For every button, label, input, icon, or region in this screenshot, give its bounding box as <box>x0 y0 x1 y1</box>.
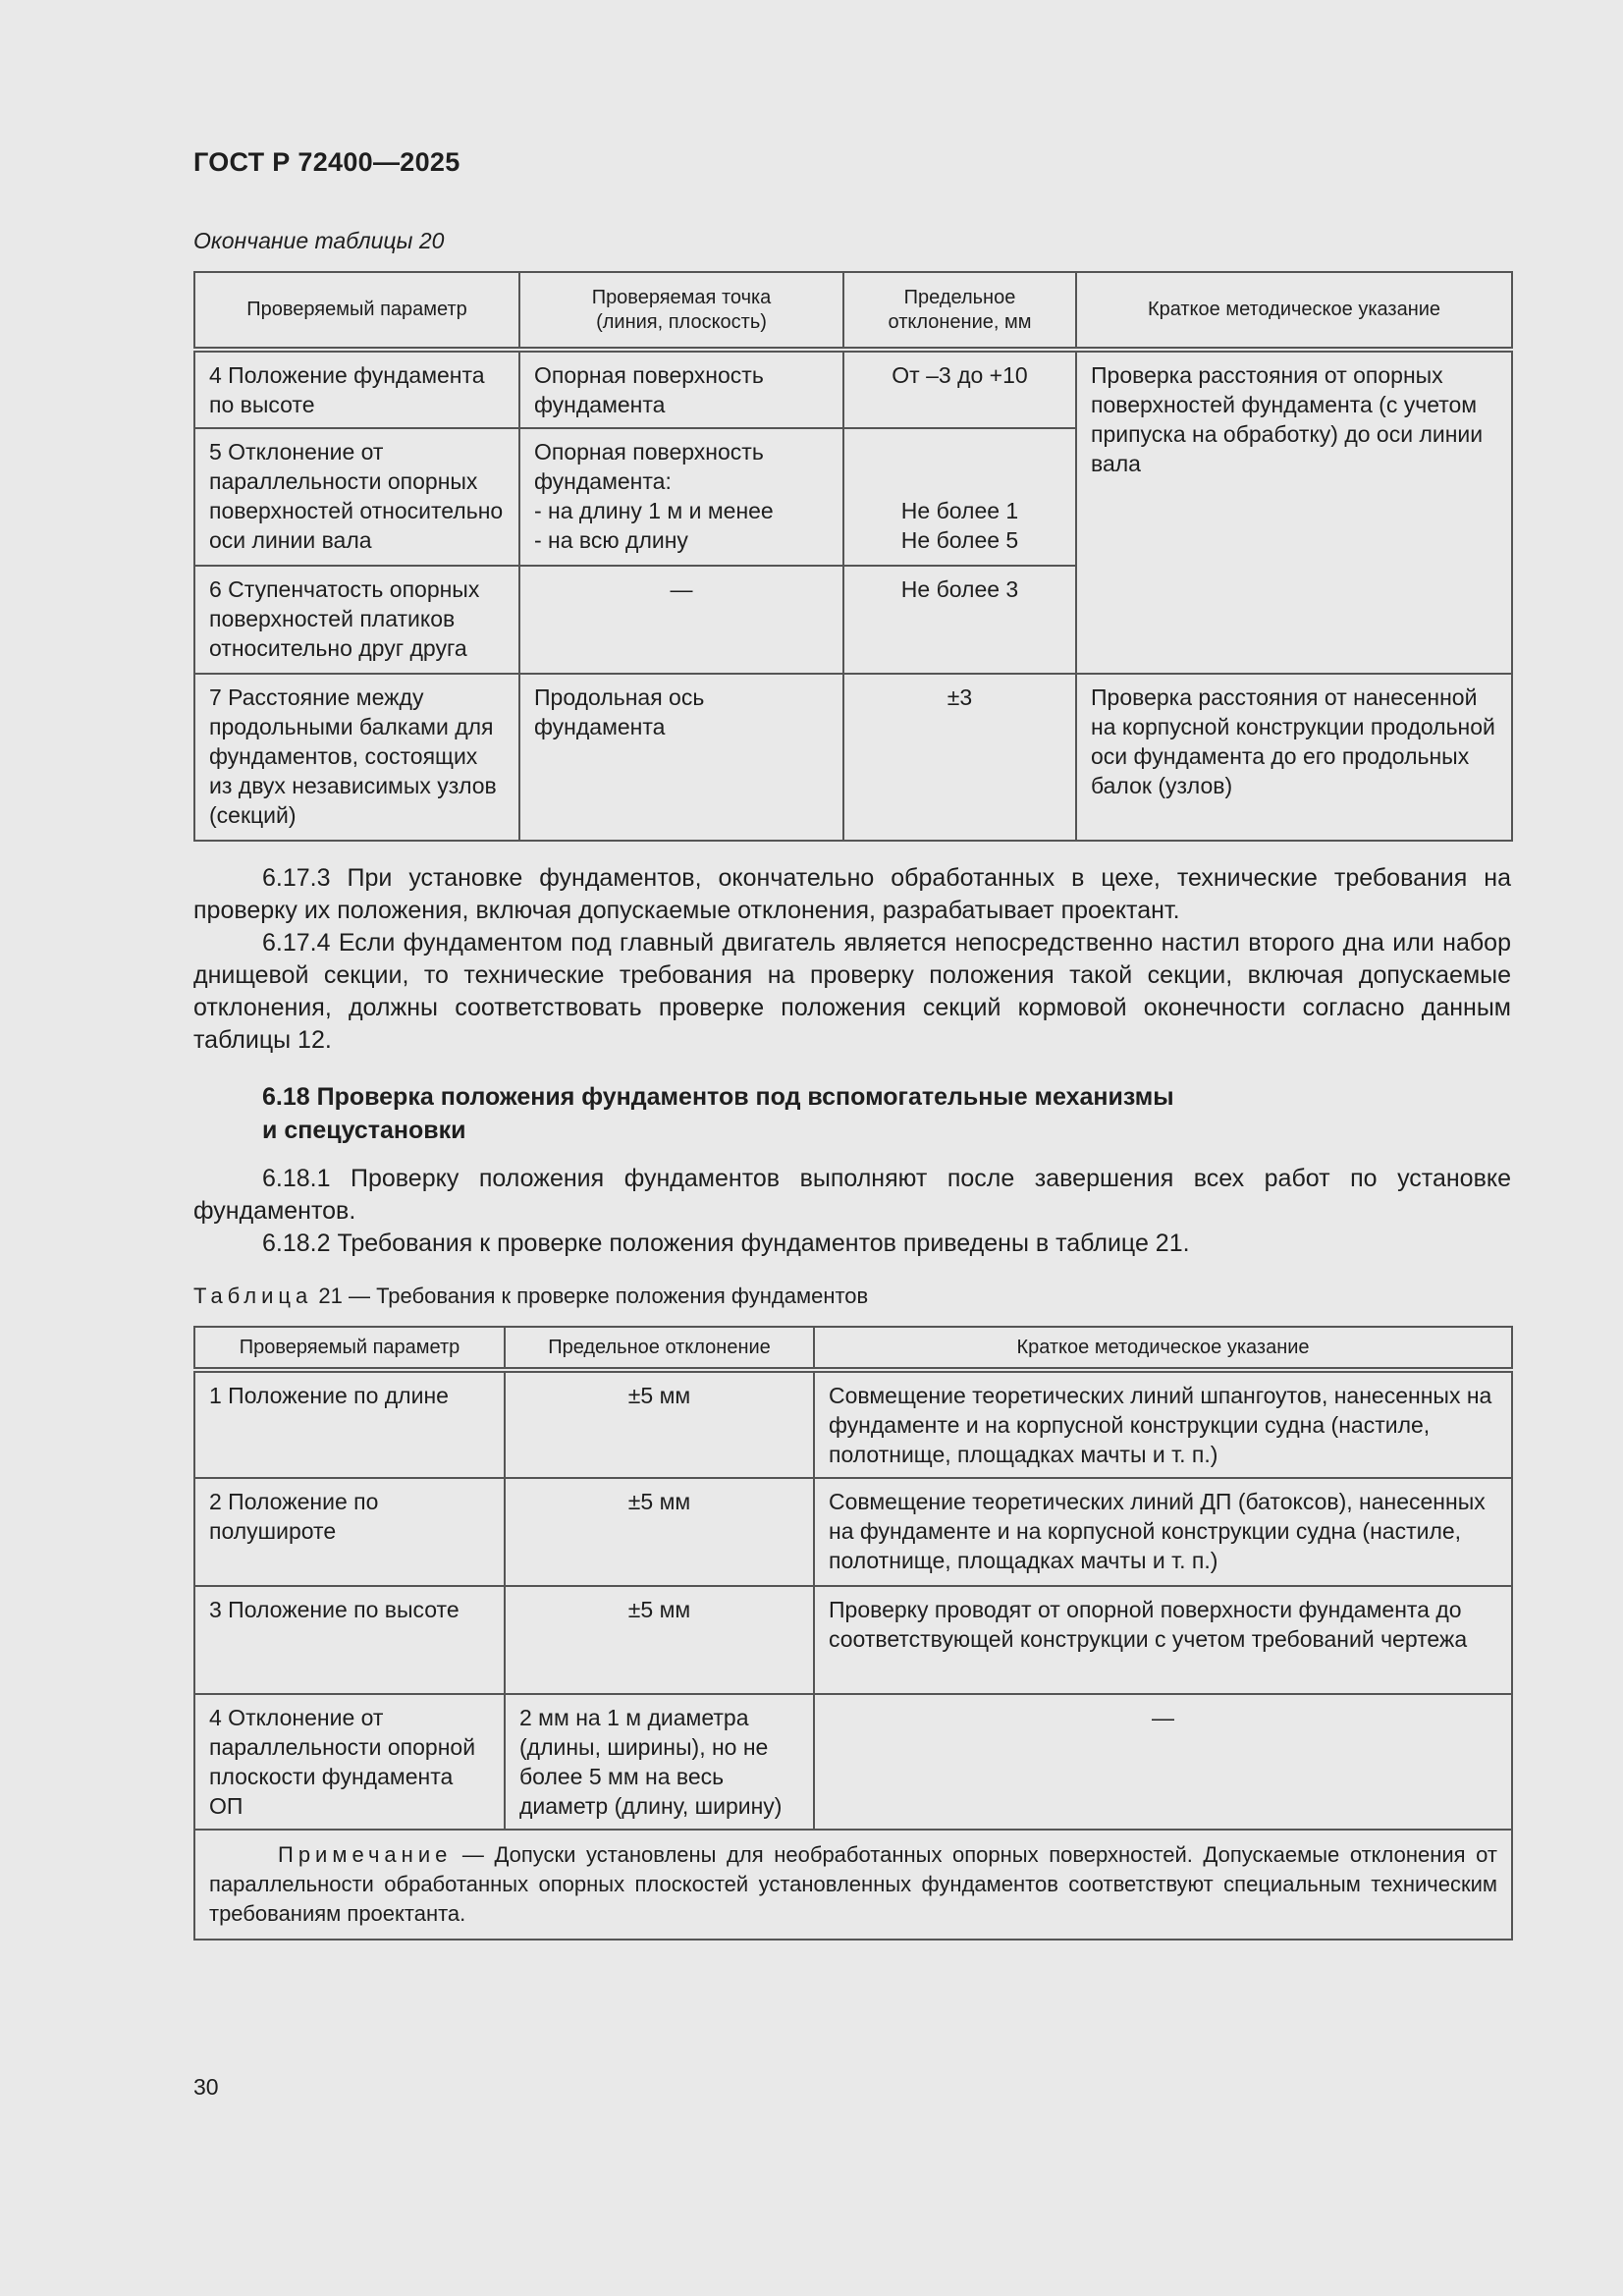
note-text: — Допуски установлены для необработанных опорных поверхностей. Допускаемые отклонения от параллельности обработанных опорных плоскостей установленных фундаментов соответствуют специальным техническим требованиям проектанта. <box>209 1842 1497 1926</box>
param-cell: 6 Ступенчатость опорных поверхностей платиков относительно друг друга <box>194 566 519 674</box>
paragraph-block-6-17 <box>193 862 1511 1057</box>
paragraph-6-17-4: 6.17.4 Если фундаментом под главный двигатель является непосредственно настил второго дна или набор днищевой секции, то технические требования на проверку положения такой секции, включая допускаемые отклонения, должны соответствовать проверке положения секций кормовой оконечности согласно данным таблицы 12. <box>193 929 1511 1054</box>
table-title-text: 21 — Требования к проверке положения фундаментов <box>312 1284 869 1308</box>
table-row <box>194 350 1512 428</box>
point-cell: — <box>519 566 843 674</box>
deviation-cell: ±5 мм <box>505 1370 814 1478</box>
table-20 <box>193 271 1513 842</box>
deviation-line: Не более 5 <box>900 527 1019 553</box>
method-cell: Проверку проводят от опорной поверхности фундамента до соответствующей конструкции с учетом требований чертежа <box>814 1586 1512 1694</box>
column-header: Краткое методическое указание <box>814 1327 1512 1370</box>
method-cell: Проверка расстояния от опорных поверхностей фундамента (с учетом припуска на обработку) до оси линии вала <box>1076 350 1512 674</box>
method-cell: Проверка расстояния от нанесенной на корпусной конструкции продольной оси фундамента до его продольных балок (узлов) <box>1076 674 1512 841</box>
point-cell <box>519 428 843 566</box>
param-cell: 5 Отклонение от параллельности опорных поверхностей относительно оси линии вала <box>194 428 519 566</box>
deviation-cell: ±5 мм <box>505 1478 814 1586</box>
table-title-word: Таблица <box>193 1284 313 1308</box>
table-row <box>194 1478 1512 1586</box>
paragraph-6-17-3: 6.17.3 При установке фундаментов, окончательно обработанных в цехе, технические требования на проверку их положения, включая допускаемые отклонения, разрабатывает проектант. <box>193 864 1511 924</box>
heading-line: и спецустановки <box>262 1117 466 1144</box>
document-id-header: ГОСТ Р 72400—2025 <box>193 147 460 177</box>
deviation-cell: ±5 мм <box>505 1586 814 1694</box>
point-cell: Продольная ось фундамента <box>519 674 843 841</box>
column-header: Проверяемый параметр <box>194 272 519 350</box>
point-line: Опорная поверхность фундамента: <box>534 439 764 494</box>
table-21 <box>193 1326 1513 1941</box>
table-header-row <box>194 272 1512 350</box>
paragraph-block-6-18 <box>193 1163 1511 1260</box>
table-row <box>194 1370 1512 1478</box>
note-label: Примечание <box>278 1842 453 1867</box>
column-header: Предельное отклонение <box>505 1327 814 1370</box>
paragraph-6-18-1: 6.18.1 Проверку положения фундаментов выполняют после завершения всех работ по установке фундаментов. <box>193 1165 1511 1225</box>
param-cell: 7 Расстояние между продольными балками для фундаментов, состоящих из двух независимых узлов (секций) <box>194 674 519 841</box>
paragraph-6-18-2: 6.18.2 Требования к проверке положения фундаментов приведены в таблице 21. <box>262 1230 1190 1257</box>
heading-line: 6.18 Проверка положения фундаментов под вспомогательные механизмы <box>262 1083 1174 1111</box>
point-line: - на всю длину <box>534 527 688 553</box>
param-cell: 3 Положение по высоте <box>194 1586 505 1694</box>
method-cell: — <box>814 1694 1512 1830</box>
deviation-cell: ±3 <box>843 674 1076 841</box>
method-cell: Совмещение теоретических линий шпангоутов, нанесенных на фундаменте и на корпусной конструкции судна (настиле, полотнище, площадках мачты и т. п.) <box>814 1370 1512 1478</box>
method-cell: Совмещение теоретических линий ДП (батоксов), нанесенных на фундаменте и на корпусной конструкции судна (настиле, полотнище, площадках мачты и т. п.) <box>814 1478 1512 1586</box>
param-cell: 1 Положение по длине <box>194 1370 505 1478</box>
table-continuation-caption: Окончание таблицы 20 <box>193 228 445 253</box>
deviation-cell: От –3 до +10 <box>843 350 1076 428</box>
table-header-row <box>194 1327 1512 1370</box>
table-note-row <box>194 1830 1512 1940</box>
param-cell: 2 Положение по полушироте <box>194 1478 505 1586</box>
param-cell: 4 Отклонение от параллельности опорной плоскости фундамента ОП <box>194 1694 505 1830</box>
deviation-cell <box>843 428 1076 566</box>
deviation-cell: Не более 3 <box>843 566 1076 674</box>
table-row <box>194 1694 1512 1830</box>
page-number: 30 <box>193 2074 219 2100</box>
table-note <box>194 1830 1512 1940</box>
column-header: Проверяемый параметр <box>194 1327 505 1370</box>
column-header: Проверяемая точка (линия, плоскость) <box>519 272 843 350</box>
param-cell: 4 Положение фундамента по высоте <box>194 350 519 428</box>
section-heading-6-18 <box>262 1080 1440 1147</box>
deviation-cell: 2 мм на 1 м диаметра (длины, ширины), но не более 5 мм на весь диаметр (длину, ширину) <box>505 1694 814 1830</box>
column-header: Предельное отклонение, мм <box>843 272 1076 350</box>
table-row <box>194 674 1512 841</box>
column-header: Краткое методическое указание <box>1076 272 1512 350</box>
point-cell: Опорная поверхность фундамента <box>519 350 843 428</box>
point-line: - на длину 1 м и менее <box>534 498 774 523</box>
deviation-line: Не более 1 <box>900 498 1019 523</box>
table-row <box>194 1586 1512 1694</box>
table-21-title <box>193 1284 868 1309</box>
